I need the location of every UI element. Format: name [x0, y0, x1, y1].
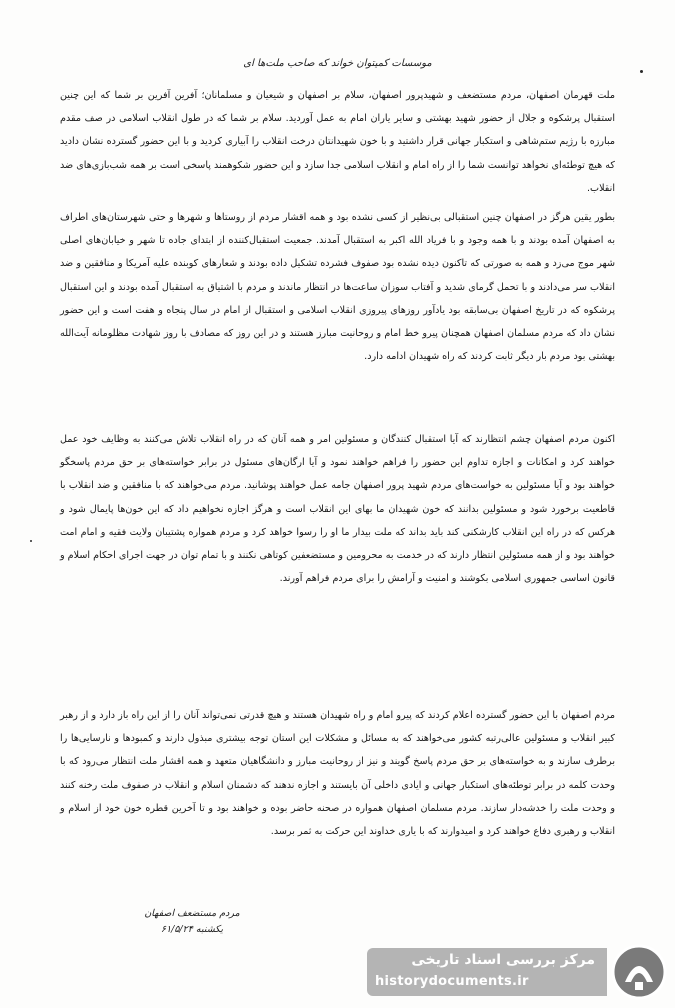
paragraph-3: اکنون مردم اصفهان چشم انتظارند که آیا استقبال کنندگان و مسئولین امر و همه آنان که در راه انقلاب تلاش می‌کنند به وظایف خود عمل خواهند کرد و امکانات و اجازه تداوم این حضور را فراهم خواهند نمود و آیا ارگان‌های مسئول در برابر خواسته‌های بر حق مردم پاسخگو خواهند بود و آیا مسئولین به خواست‌های مردم شهید پرور اصفهان جامه عمل خواهند پوشانید. مردم می‌خواهند که با منافقین و ضد انقلاب با قاطعیت برخورد شود و مسئولین بدانند که خون شهیدان ما بهای این انقلاب است و هرگز اجازه نخواهیم داد که این خون‌ها پایمال شود و هرکس که در راه این انقلاب کارشکنی کند باید بداند که ملت بیدار ما او را رسوا خواهد کرد و مردم همواره پشتیبان ولایت فقیه و امام امت خواهند بود و از همه مسئولین انتظار دارند که در خدمت به محرومین و مستضعفین کوتاهی نکنند و با تمام توان در جهت اجرای احکام اسلام و قانون اساسی جمهوری اسلامی بکوشند و امنیت و آرامش را برای مردم فراهم آورند.	[60, 434, 615, 585]
archive-logo-icon	[611, 944, 667, 1000]
watermark-url: historydocuments.ir	[375, 974, 529, 989]
archive-watermark	[367, 944, 667, 1000]
document-title: موسسات کمیتوان خواند که صاحب ملت‌ها ای	[243, 58, 432, 69]
paragraph-4: مردم اصفهان با این حضور گسترده اعلام کردند که پیرو امام و راه شهیدان هستند و هیچ قدرتی نمی‌تواند آنان را از این راه باز دارد و از رهبر کبیر انقلاب و مسئولین عالی‌رتبه کشور می‌خواهند که به مسائل و مشکلات این استان توجه بیشتری مبذول دارند و کمبودها و نارسایی‌ها را برطرف سازند و به خواسته‌های بر حق مردم پاسخ گویند و نیز از روحانیت مبارز و دانشگاهیان متعهد و همه اقشار ملت انتظار می‌رود که با وحدت کلمه در برابر توطئه‌های استکبار جهانی و ایادی داخلی آن بایستند و اجازه ندهند که دشمنان اسلام و انقلاب در صفوف ملت رخنه کنند و وحدت ملت را خدشه‌دار سازند. مردم مسلمان اصفهان همواره در صحنه حاضر بوده و خواهند بود و تا آخرین قطره خون خود از اسلام و انقلاب و رهبری دفاع خواهند کرد و امیدوارند که با یاری خداوند این حرکت به ثمر برسد.	[60, 710, 615, 838]
signature-date: یکشنبه ۶۱/۵/۲۴	[160, 924, 224, 935]
paragraph-1: ملت قهرمان اصفهان، مردم مستضعف و شهیدپرور اصفهان، سلام بر اصفهان و شیعیان و مسلمانان؛ آفرین آفرین بر شما که این چنین استقبال پرشکوه و جلال از حضور شهید بهشتی و سایر یاران امام به عمل آوردید. سلام بر شما که در طول انقلاب اسلامی در صف مقدم مبارزه با رژیم ستم‌شاهی و استکبار جهانی قرار داشتید و با خون شهیدانتان درخت انقلاب را آبیاری کردید و با این حضور گسترده نشان دادید که هیچ توطئه‌ای نخواهد توانست شما را از راه امام و انقلاب اسلامی جدا سازد و این حضور شکوهمند پاسخی است بر همه شب‌بازی‌های ضد انقلاب.	[60, 90, 615, 194]
signature-block	[112, 906, 272, 938]
paragraph-2: بطور یقین هرگز در اصفهان چنین استقبالی بی‌نظیر از کسی نشده بود و همه اقشار مردم از روستاها و شهرها و حتی شهرستان‌های اطراف به اصفهان آمده بودند و با همه وجود و با فریاد الله اکبر به استقبال آمدند. جمعیت استقبال‌کننده از ابتدای جاده تا شهر و خیابان‌های اصلی شهر موج می‌زد و همه به صورتی که تاکنون دیده نشده بود صفوف فشرده تشکیل داده بودند و شعارهای کوبنده علیه آمریکا و منافقین و ضد انقلاب سر می‌دادند و با تحمل گرمای شدید و آفتاب سوزان ساعت‌ها در انتظار ماندند و مردم با اشتیاق به استقبال آمده بودند و این استقبال پرشکوه که در تاریخ اصفهان بی‌سابقه بود یادآور روزهای پیروزی انقلاب اسلامی و استقبال از امام در سال پنجاه و هفت است و این حضور نشان داد که مردم مسلمان اصفهان همچنان پیرو خط امام و روحانیت مبارز هستند و در این روز که مصادف با روز شهادت مظلومانه آیت‌الله بهشتی بود مردم بار دیگر ثابت کردند که راه شهیدان ادامه دارد.	[60, 212, 615, 363]
signature-author: مردم مستضعف اصفهان	[144, 908, 240, 919]
scan-speck	[640, 70, 643, 73]
scan-speck	[30, 540, 32, 542]
watermark-name: مرکز بررسی اسناد تاریخی	[411, 952, 595, 968]
